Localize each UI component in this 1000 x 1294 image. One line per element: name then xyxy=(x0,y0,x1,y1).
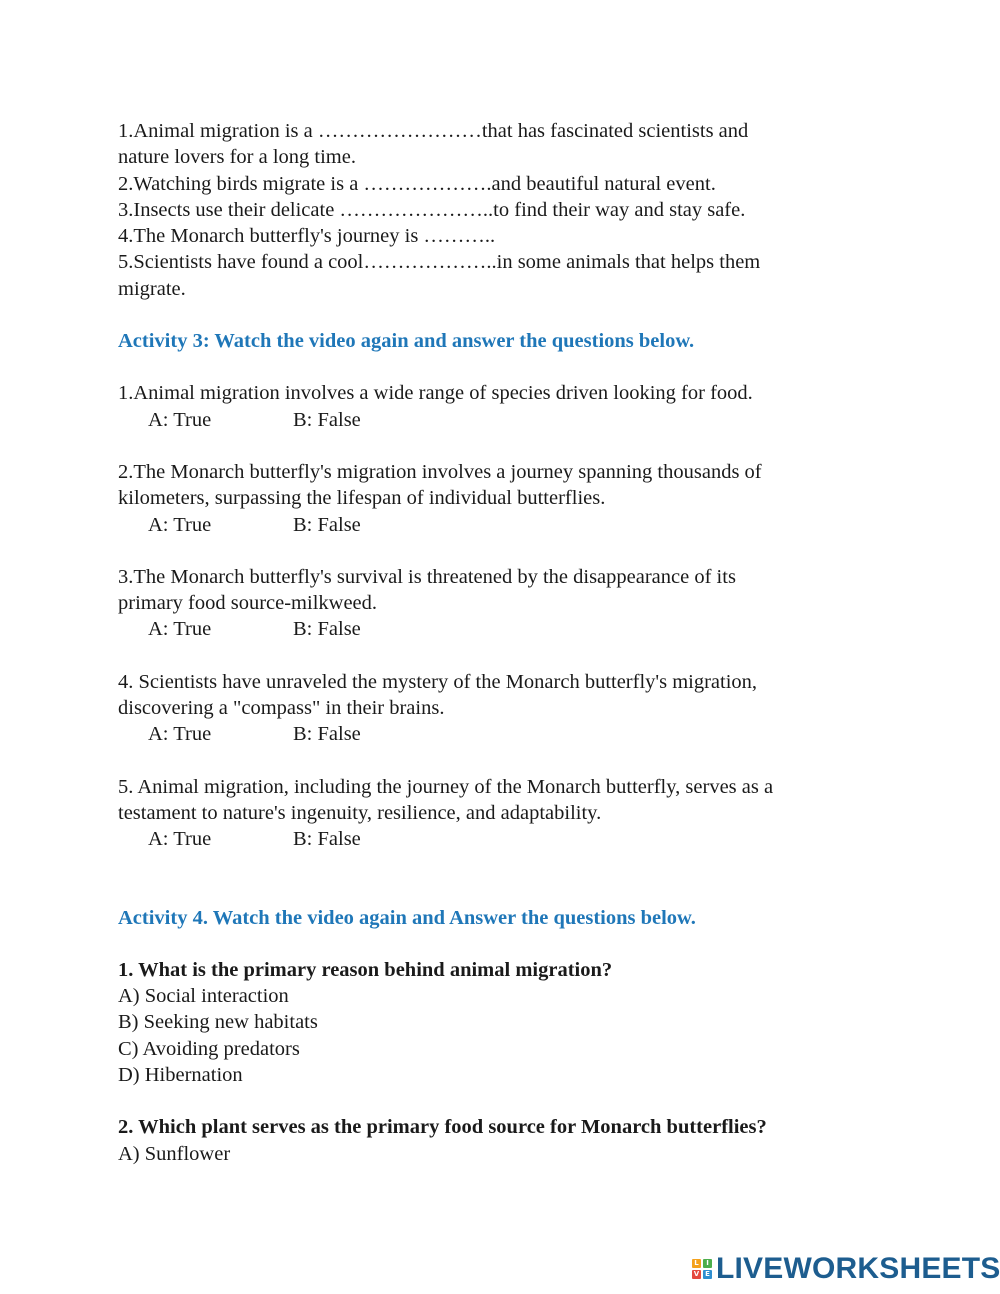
liveworksheets-logo xyxy=(692,1251,1000,1287)
answer-option[interactable]: B) Seeking new habitats xyxy=(118,1011,318,1034)
activity-4-heading: Activity 4. Watch the video again and Answer the questions below. xyxy=(118,906,696,929)
question-text: 5. Animal migration, including the journey of the Monarch butterfly, serves as a xyxy=(118,775,774,798)
worksheet-page xyxy=(118,118,878,1167)
logo-mark-icon: L I V E xyxy=(692,1259,712,1279)
activity-3-heading: Activity 3: Watch the video again and answer the questions below. xyxy=(118,330,695,353)
fill-in-line: 5.Scientists have found a cool………………..in some animals that helps them xyxy=(118,251,761,274)
option-false[interactable]: B: False xyxy=(293,408,361,431)
answer-option[interactable]: C) Avoiding predators xyxy=(118,1037,300,1060)
fill-in-section xyxy=(118,118,878,302)
answer-option[interactable]: A) Sunflower xyxy=(118,1142,231,1165)
option-true[interactable]: A: True xyxy=(148,828,212,851)
activity-3-question xyxy=(118,380,878,433)
question-text: testament to nature's ingenuity, resilience, and adaptability. xyxy=(118,801,602,824)
answer-option[interactable]: D) Hibernation xyxy=(118,1064,243,1087)
fill-in-line: 1.Animal migration is a ……………………that has fascinated scientists and xyxy=(118,120,749,142)
question-text: 2.The Monarch butterfly's migration involves a journey spanning thousands of xyxy=(118,460,762,483)
option-true[interactable]: A: True xyxy=(148,618,212,641)
activity-3-question xyxy=(118,669,878,748)
activity-3-question xyxy=(118,564,878,643)
question-text: discovering a "compass" in their brains. xyxy=(118,697,445,720)
fill-in-line: migrate. xyxy=(118,277,186,300)
question-text: primary food source-milkweed. xyxy=(118,592,378,615)
option-false[interactable]: B: False xyxy=(293,828,361,851)
option-true[interactable]: A: True xyxy=(148,723,212,746)
option-false[interactable]: B: False xyxy=(293,723,361,746)
option-true[interactable]: A: True xyxy=(148,513,212,536)
fill-in-line: 4.The Monarch butterfly's journey is ……….. xyxy=(118,225,496,248)
option-false[interactable]: B: False xyxy=(293,618,361,641)
question-text: 2. Which plant serves as the primary food source for Monarch butterflies? xyxy=(118,1116,767,1139)
activity-3-question xyxy=(118,774,878,853)
question-text: 1.Animal migration involves a wide range of species driven looking for food. xyxy=(118,382,753,405)
option-false[interactable]: B: False xyxy=(293,513,361,536)
fill-in-line: 3.Insects use their delicate …………………..to find their way and stay safe. xyxy=(118,198,746,221)
question-text: 1. What is the primary reason behind animal migration? xyxy=(118,958,613,981)
question-text: 4. Scientists have unraveled the mystery of the Monarch butterfly's migration, xyxy=(118,670,758,693)
fill-in-line: 2.Watching birds migrate is a ……………….and beautiful natural event. xyxy=(118,172,716,195)
activity-3-question xyxy=(118,459,878,538)
question-text: 3.The Monarch butterfly's survival is threatened by the disappearance of its xyxy=(118,565,736,588)
answer-option[interactable]: A) Social interaction xyxy=(118,985,289,1008)
activity-4-question xyxy=(118,957,878,1088)
logo-text: LIVEWORKSHEETS xyxy=(716,1252,1000,1285)
option-true[interactable]: A: True xyxy=(148,408,212,431)
fill-in-line: nature lovers for a long time. xyxy=(118,146,356,169)
question-text: kilometers, surpassing the lifespan of individual butterflies. xyxy=(118,487,606,510)
activity-4-question xyxy=(118,1114,878,1167)
